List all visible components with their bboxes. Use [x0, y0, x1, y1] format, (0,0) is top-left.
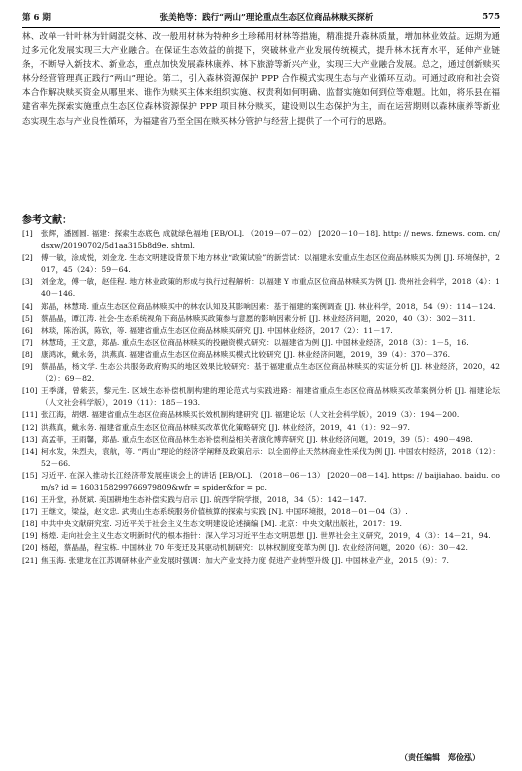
reference-item: [22, 422, 500, 434]
reference-number: [15]: [22, 470, 38, 480]
reference-item: [22, 542, 500, 554]
reference-item: [22, 313, 500, 325]
reference-number: [2]: [22, 253, 33, 263]
reference-number: [18]: [22, 519, 38, 529]
reference-text: 王季潇，曾紫芸，黎元生. 区域生态补偿机制构建的理论范式与实践进路：福建省重点生态区位商品林赎买改革案例分析 [J]. 福建论坛（人文社会科学版），2019（11）：185－193.: [41, 386, 500, 408]
reference-text: 焦玉海. 张建龙在江苏调研林业产业发展时强调：加大产业支持力度 促进产业转型升级 [J]. 中国林业产业，2015（9）：7.: [41, 555, 449, 565]
reference-text: 林琰，陈治淇，陈钦，等. 福建省重点生态区位商品林赎买研究 [J]. 中国林业经济，2017（2）：11－17.: [41, 325, 393, 335]
reference-item: [22, 494, 500, 506]
reference-text: 张江海，胡熠. 福建省重点生态区位商品林赎买长效机制构建研究 [J]. 福建论坛（人文社会科学版），2019（3）：194－200.: [41, 410, 460, 420]
header-rule: [22, 27, 500, 28]
reference-number: [10]: [22, 386, 38, 396]
reference-text: 郑晶，林慧琦. 重点生态区位商品林赎买中的林农认知及其影响因素：基于福建的案例调查 [J]. 林业科学，2018，54（9）：114－124.: [41, 301, 496, 311]
body-text: [22, 30, 500, 129]
reference-text: 王继文，梁益，赵文忠. 武夷山生态系统服务价值核算的探索与实践 [N]. 中国环境报，2018－01－04（3）.: [41, 507, 408, 517]
reference-text: 林慧琦，王文意，郑晶. 重点生态区位商品林赎买的投融资模式研究：以福建省为例 [J]. 中国林业经济，2018（3）：1－5，16.: [41, 337, 469, 347]
reference-number: [1]: [22, 229, 33, 238]
reference-text: 王升堂，孙贤斌. 美国耕地生态补偿实践与启示 [J]. 皖西学院学报，2018，34（5）：142－147.: [41, 495, 367, 505]
reference-text: 杨煌. 走向社会主义生态文明新时代的根本指针：深入学习习近平生态文明思想 [J]. 世界社会主义研究，2019，4（3）：14－21，94.: [41, 531, 491, 541]
reference-number: [9]: [22, 362, 33, 372]
references-list: [22, 228, 500, 567]
reference-number: [12]: [22, 422, 38, 432]
reference-number: [11]: [22, 410, 38, 420]
reference-number: [8]: [22, 349, 33, 359]
reference-item: [22, 506, 500, 518]
body-paragraph: 林、改单一针叶林为针阔混交林、改一般用材林为特种乡土珍稀用材林等措施，精准提升森林质量，增加林业效益。远期为通过多元化发展实现三大产业融合。在保证生态效益的前提下，突破林业产业发展传统模式，提升林木抚育水平，延伸产业链条，不断导入新技术、新业态，重点加快发展森林康养、林下旅游等新兴产业，实现三大产业融合发展。总之，通过创新赎买林分经营管理真正践行“两山”理论。第二，引入森林资源保护 PPP 合作模式实现生态与产业循环互动。可通过政府和社会资本合作解决赎买资金从哪里来、谁作为赎买主体来组织实施、权责利如何明确、监督实施如何到位等难题。比如，将乐县在福建省率先探索实施重点生态区位森林资源保护 PPP 项目林分赎买，建设则以生态保护为主，而在运营期则以森林康养等新业态实现生态与产业良性循环，为福建省乃至全国在赎买林分管护与经营上提供了一个可行的思路。: [22, 32, 500, 127]
reference-text: 洪燕真，戴永务. 福建省重点生态区位商品林赎买改革优化策略研究 [J]. 林业经济，2019，41（1）：92－97.: [41, 422, 410, 432]
reference-item: [22, 228, 500, 252]
reference-item: [22, 276, 500, 300]
reference-item: [22, 434, 500, 446]
running-header: [22, 10, 500, 24]
reference-item: [22, 301, 500, 313]
reference-item: [22, 555, 500, 567]
reference-item: [22, 518, 500, 530]
reference-number: [16]: [22, 495, 38, 505]
reference-number: [5]: [22, 313, 33, 323]
reference-number: [17]: [22, 507, 38, 517]
references-heading: 参考文献：: [22, 215, 72, 226]
reference-text: 杨超，蔡晶晶，程宝栋. 中国林业 70 年变迁及其驱动机制研究：以林权制度变革为例 [J]. 农业经济问题，2020（6）：30－42.: [41, 543, 468, 553]
reference-item: [22, 409, 500, 421]
reference-text: 刘金龙，傅一敏，赵佳程. 地方林业政策的形成与执行过程解析：以福建 Y 市重点区位商品林赎买为例 [J]. 贵州社会科学，2018（4）：140－146.: [41, 277, 500, 299]
reference-item: [22, 530, 500, 542]
reference-text: 习近平. 在深入推动长江经济带发展座谈会上的讲话 [EB/OL]. （2018－06－13） [2020－08－14]. https: // baijiahao. baidu. com/s? id = 1603158299766979809&wfr = spider&for = pc.: [41, 470, 500, 492]
reference-text: 柯水发，朱烈夫，袁航，等. “两山”理论的经济学阐释及政策启示：以全面停止天然林商业性采伐为例 [J]. 中国农村经济，2018（12）：52－66.: [41, 446, 500, 468]
reference-number: [3]: [22, 277, 33, 287]
reference-item: [22, 385, 500, 409]
reference-number: [14]: [22, 446, 38, 456]
page-number: 575: [482, 12, 500, 22]
article-running-title: 张美艳等：践行“两山”理论重点生态区位商品林赎买探析: [159, 13, 374, 23]
reference-text: 康鸿冰，戴永务，洪燕真. 福建省重点生态区位商品林赎买模式比较研究 [J]. 林业经济问题，2019，39（4）：370－376.: [41, 349, 450, 359]
reference-number: [4]: [22, 301, 33, 311]
reference-text: 蔡晶晶，谭江涛. 社会-生态系统视角下商品林赎买政策参与意愿的影响因素分析 [J]. 林业经济问题，2020，40（3）：302－311.: [41, 313, 476, 323]
reference-item: [22, 337, 500, 349]
responsible-editor: （责任编辑 郑俭泓）: [400, 752, 480, 762]
reference-item: [22, 252, 500, 276]
issue-number: 第 6 期: [22, 13, 51, 23]
reference-number: [7]: [22, 337, 33, 347]
reference-number: [21]: [22, 555, 38, 565]
reference-text: 张辉，潘圆圆. 福建：探索生态底色 成就绿色福地 [EB/OL]. （2019－07－02） [2020－10－18]. http: // news. fznews. com. cn/dsxw/20190702/5d1aa315b8d9e. shtml.: [41, 229, 500, 251]
reference-text: 傅一敏，涂成悦，刘金龙. 生态文明建设背景下地方林业“政策试验”的新尝试：以福建永安重点生态区位商品林赎买为例 [J]. 环境保护，2017，45（24）：59－64.: [41, 253, 500, 275]
reference-text: 蔡晶晶，杨文学. 生态公共服务政府购买的地区效果比较研究：基于福建重点生态区位商品林赎买的实证分析 [J]. 林业经济，2020，42（2）：69－82.: [41, 362, 500, 384]
reference-text: 中共中央文献研究室. 习近平关于社会主义生态文明建设论述摘编 [M]. 北京：中央文献出版社，2017：19.: [41, 519, 402, 529]
reference-item: [22, 349, 500, 361]
reference-item: [22, 470, 500, 494]
reference-number: [13]: [22, 434, 38, 444]
reference-item: [22, 361, 500, 385]
reference-number: [6]: [22, 325, 33, 335]
reference-number: [20]: [22, 543, 38, 553]
reference-number: [19]: [22, 531, 38, 541]
journal-page: [22, 0, 500, 771]
reference-item: [22, 325, 500, 337]
reference-item: [22, 446, 500, 470]
reference-text: 高孟菲，王雨馨，郑晶. 重点生态区位商品林生态补偿利益相关者演化博弈研究 [J]. 林业经济问题，2019，39（5）：490－498.: [41, 434, 473, 444]
